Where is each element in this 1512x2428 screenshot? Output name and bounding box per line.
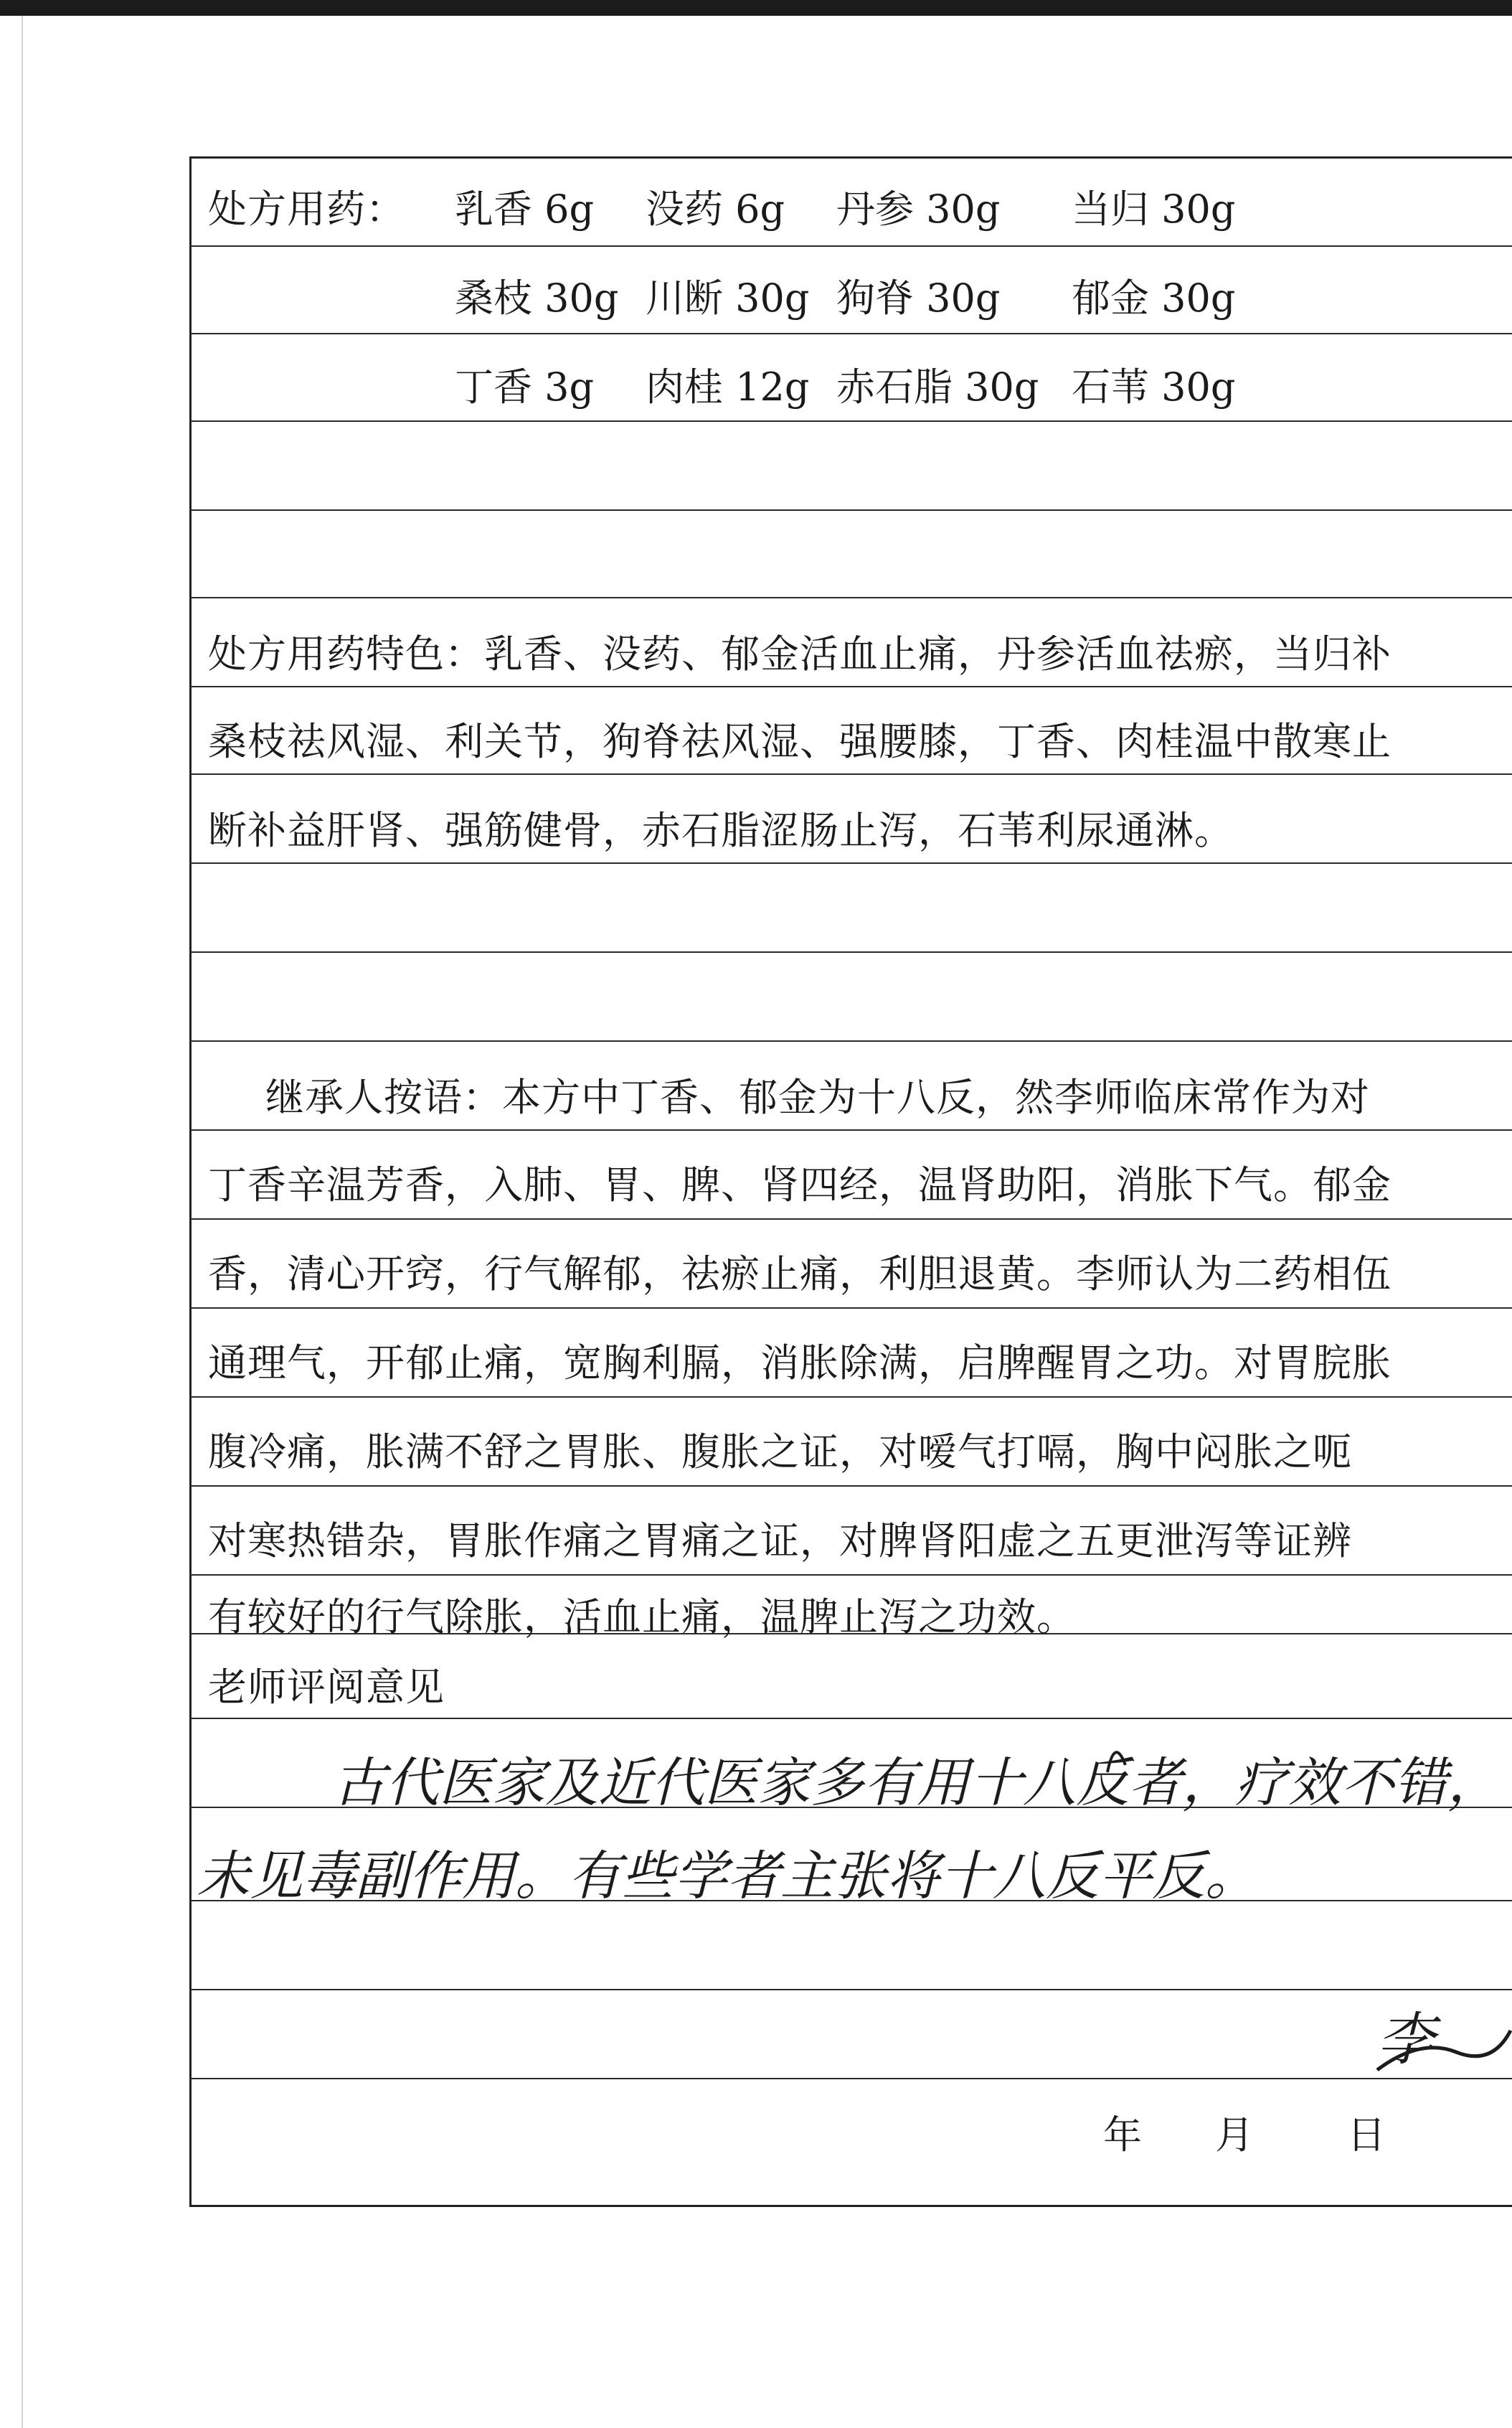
commentary-line: 通理气，开郁止痛，宽胸利膈，消胀除满，启脾醒胃之功。对胃脘胀 (208, 1340, 1391, 1385)
herb-dose: 郁金 30g (1072, 276, 1236, 321)
ruled-line (189, 2078, 1512, 2079)
features-line: 断补益肝肾、强筋健骨，赤石脂涩肠止泻，石苇利尿通淋。 (208, 808, 1234, 853)
ruled-line (189, 862, 1512, 864)
features-line: 处方用药特色：乳香、没药、郁金活血止痛，丹参活血祛瘀，当归补 (208, 631, 1391, 677)
ruled-line (189, 1307, 1512, 1309)
herb-dose: 川断 30g (646, 276, 810, 321)
date-month-label: 月 (1215, 2112, 1254, 2158)
ruled-line (189, 1485, 1512, 1487)
commentary-line: 香，清心开窍，行气解郁，祛瘀止痛，利胆退黄。李师认为二药相伍 (208, 1251, 1391, 1297)
ruled-line (189, 1574, 1512, 1576)
commentary-line: 腹冷痛，胀满不舒之胃胀、腹胀之证，对嗳气打嗝，胸中闷胀之呃 (208, 1429, 1352, 1474)
commentary-line: 丁香辛温芳香，入肺、胃、脾、肾四经，温肾助阳，消胀下气。郁金 (208, 1162, 1391, 1208)
teacher-review-label: 老师评阅意见 (208, 1665, 445, 1710)
ruled-line (189, 1989, 1512, 1990)
ruled-line (189, 333, 1512, 334)
handwritten-review (189, 1722, 1512, 1916)
herb-dose: 丁香 3g (455, 364, 595, 410)
herb-dose: 肉桂 12g (646, 364, 810, 410)
teacher-signature (1363, 2002, 1512, 2088)
herb-dose: 丹参 30g (836, 187, 1001, 232)
herb-dose: 没药 6g (646, 187, 785, 232)
commentary-line: 对寒热错杂，胃胀作痛之胃痛之证，对脾肾阳虚之五更泄泻等证辨 (208, 1518, 1352, 1563)
ruled-line (189, 773, 1512, 775)
ruled-line (189, 686, 1512, 687)
handwritten-line: 古代医家及近代医家多有用十八反者，疗效不错， (333, 1752, 1501, 1814)
date-year-label: 年 (1103, 2112, 1142, 2158)
herb-dose: 乳香 6g (455, 187, 595, 232)
scan-left-edge (22, 16, 23, 2428)
ruled-line (189, 1718, 1512, 1719)
features-line: 桑枝祛风湿、利关节，狗脊祛风湿、强腰膝，丁香、肉桂温中散寒止 (208, 719, 1391, 764)
signature-text: 李 (1377, 2006, 1435, 2073)
herb-dose: 狗脊 30g (836, 276, 1001, 321)
herb-dose: 赤石脂 30g (836, 364, 1039, 410)
ruled-line (189, 1040, 1512, 1042)
ruled-line (189, 1129, 1512, 1131)
ruled-line (189, 509, 1512, 511)
ruled-line (189, 420, 1512, 422)
commentary-line: 继承人按语：本方中丁香、郁金为十八反，然李师临床常作为对 (265, 1075, 1370, 1120)
commentary-line: 有较好的行气除胀，活血止痛，温脾止泻之功效。 (208, 1594, 1076, 1639)
herb-dose: 石苇 30g (1072, 364, 1236, 410)
date-day-label: 日 (1347, 2112, 1386, 2158)
ruled-line (189, 1396, 1512, 1398)
herb-dose: 当归 30g (1072, 187, 1236, 232)
prescription-label: 处方用药： (208, 187, 405, 232)
ruled-line (189, 1218, 1512, 1220)
scan-top-edge (0, 0, 1512, 16)
ruled-line (189, 245, 1512, 247)
herb-dose: 桑枝 30g (455, 276, 619, 321)
handwritten-line: 未见毒副作用。有些学者主张将十八反平反。 (197, 1845, 1258, 1907)
ruled-line (189, 597, 1512, 598)
ruled-line (189, 951, 1512, 953)
